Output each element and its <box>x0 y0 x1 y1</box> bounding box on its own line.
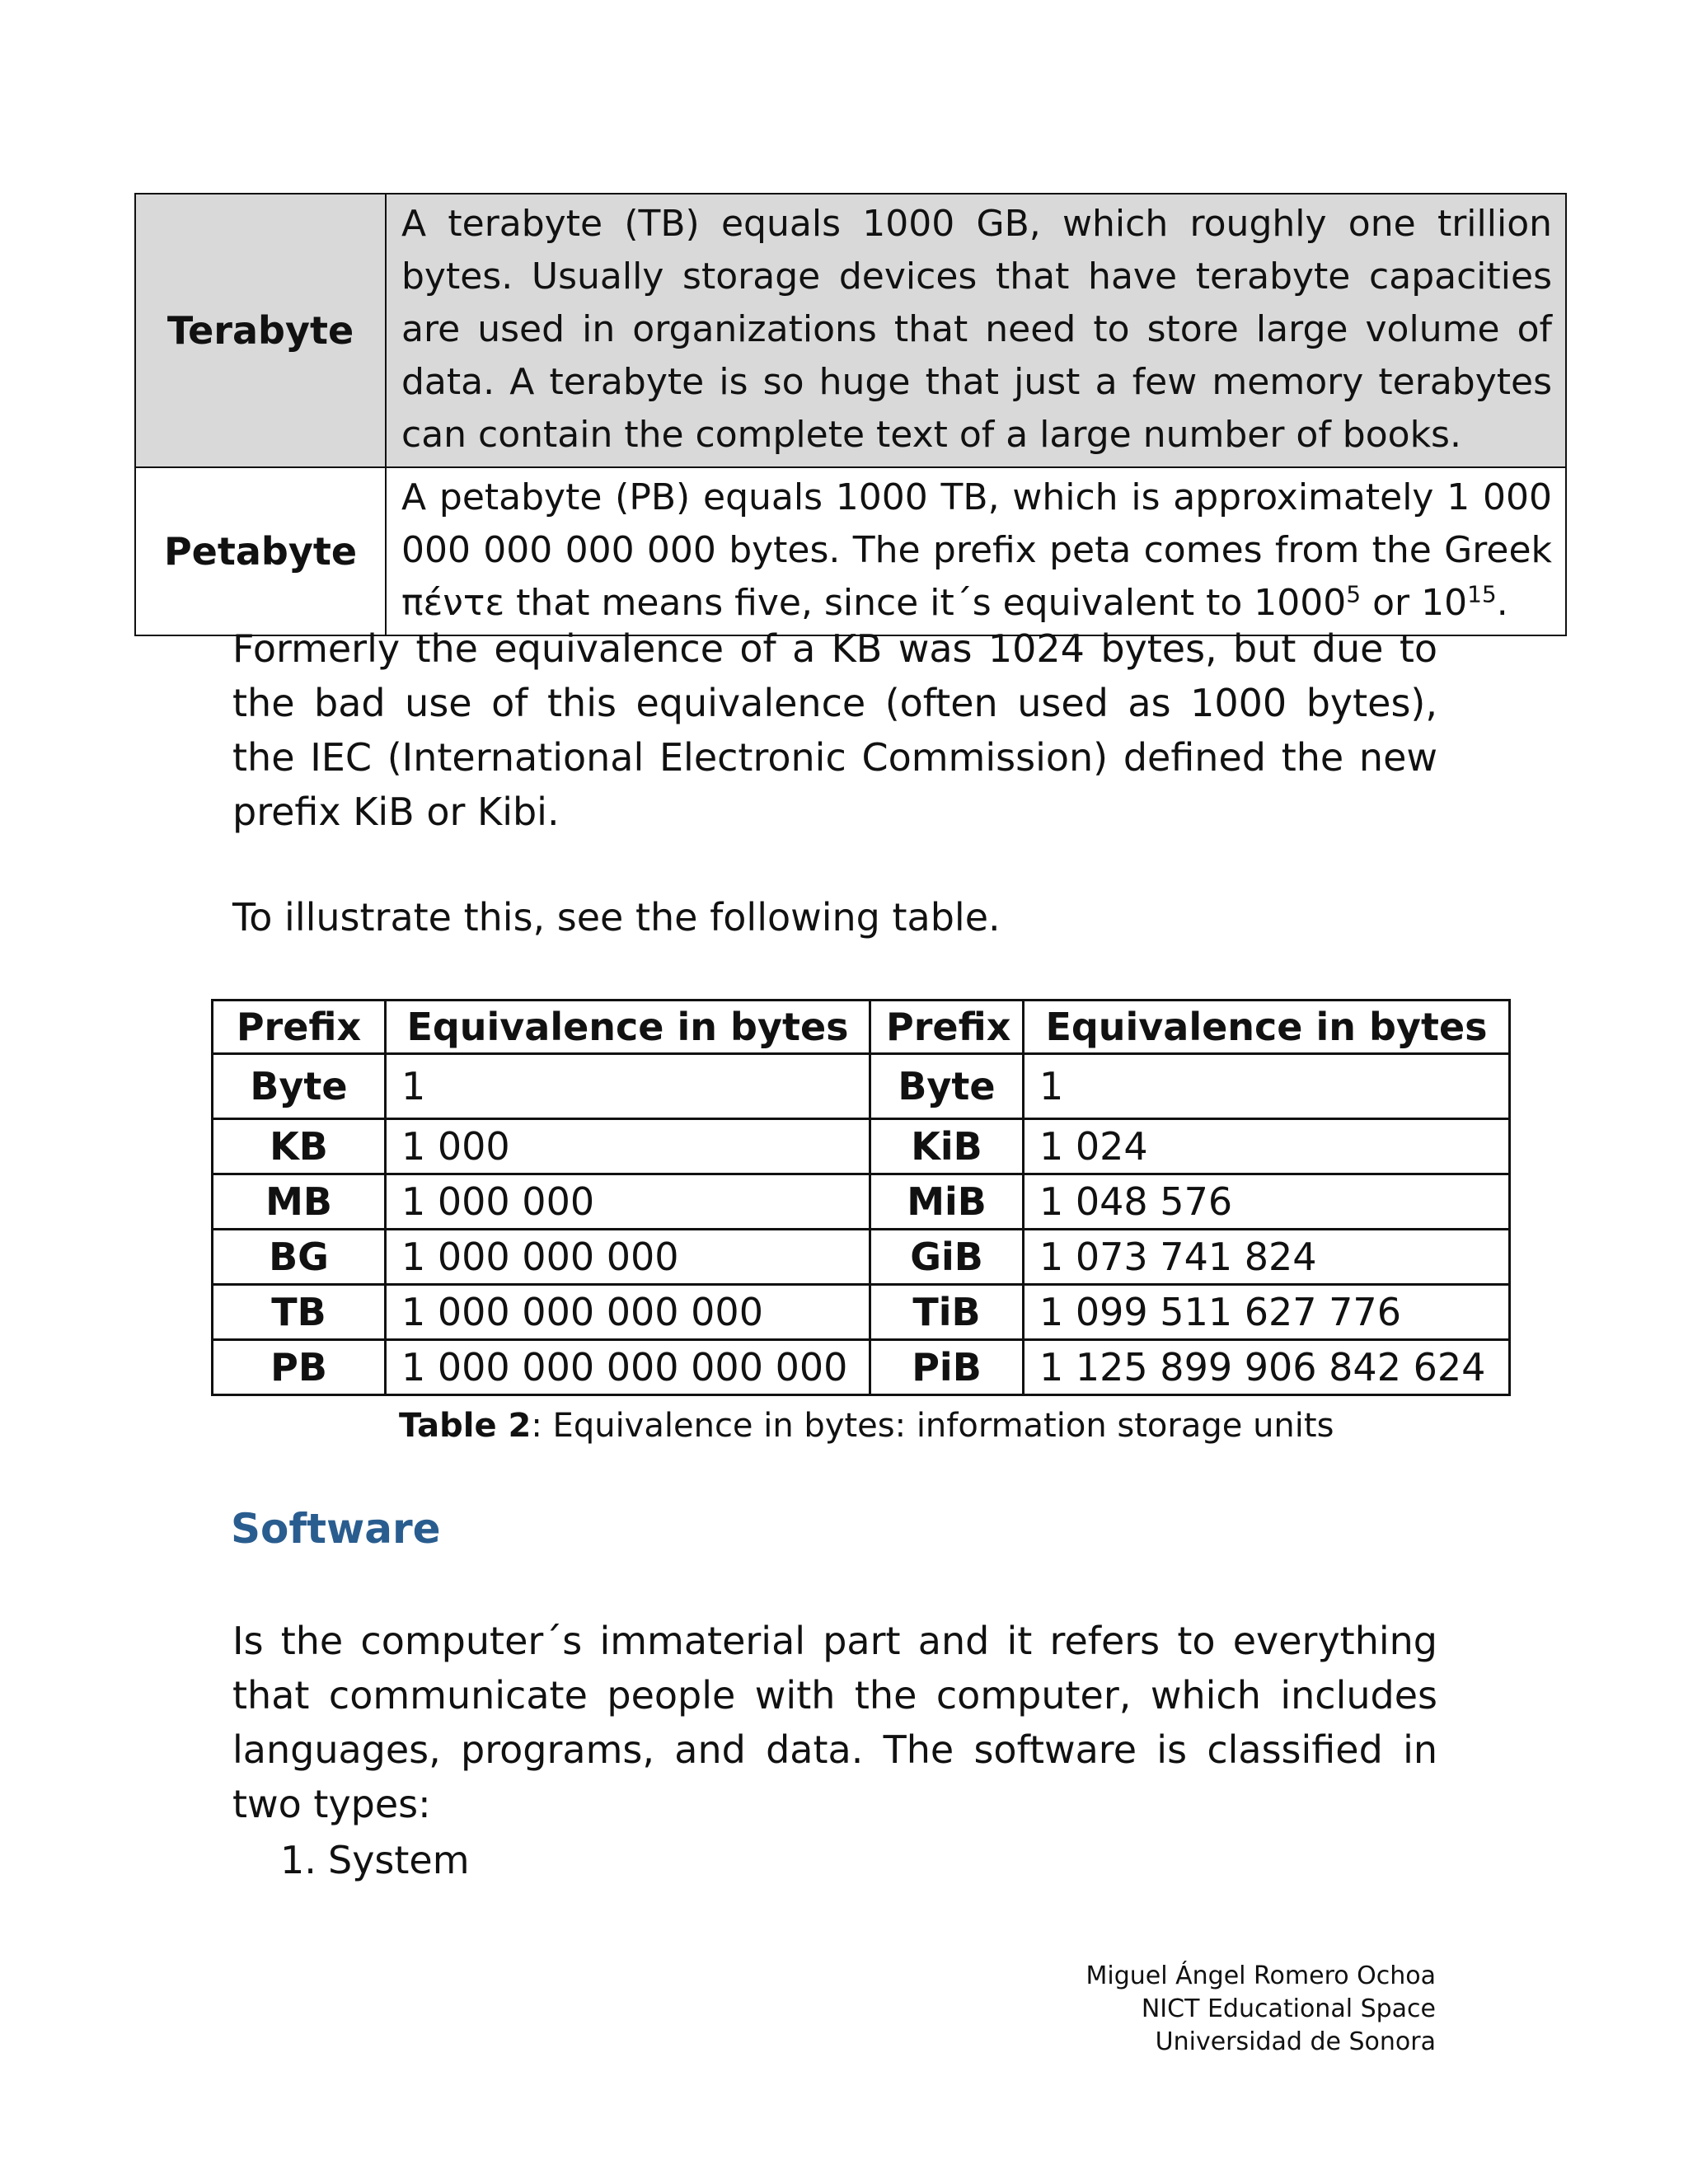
definition-text: or 10 <box>1361 582 1468 624</box>
column-header: Prefix <box>870 1001 1024 1054</box>
value-cell: 1 000 000 000 000 <box>386 1285 870 1340</box>
section-heading: Software <box>231 1505 441 1553</box>
definition-description <box>386 467 1566 635</box>
prefix-cell: KB <box>213 1119 386 1174</box>
definition-text: A petabyte (PB) equals 1000 TB, which is approximately 1 000 000 000 000 000 bytes. The prefix peta comes from the Greek πέντε that means five, since it´s equivalent to 1000 <box>401 476 1552 624</box>
prefix-cell: Byte <box>870 1054 1024 1119</box>
prefix-cell: KiB <box>870 1119 1024 1174</box>
value-cell: 1 000 000 <box>386 1174 870 1230</box>
prefix-cell: MiB <box>870 1174 1024 1230</box>
value-cell: 1 125 899 906 842 624 <box>1024 1340 1510 1395</box>
footer-author: Miguel Ángel Romero Ochoa <box>1085 1961 1436 1990</box>
prefix-cell: TiB <box>870 1285 1024 1340</box>
column-header: Prefix <box>213 1001 386 1054</box>
value-cell: 1 048 576 <box>1024 1174 1510 1230</box>
value-cell: 1 000 000 000 <box>386 1230 870 1285</box>
list-text: System <box>328 1838 470 1882</box>
definition-row-terabyte <box>135 194 1566 467</box>
table-header-row <box>213 1001 1510 1054</box>
prefix-cell: TB <box>213 1285 386 1340</box>
paragraph-illustrate: To illustrate this, see the following table. <box>232 895 1001 940</box>
value-cell: 1 000 000 000 000 000 <box>386 1340 870 1395</box>
caption-text: : Equivalence in bytes: information storage units <box>531 1407 1334 1445</box>
footer-space: NICT Educational Space <box>1141 1994 1436 2023</box>
prefix-cell: PB <box>213 1340 386 1395</box>
definition-row-petabyte <box>135 467 1566 635</box>
definition-term: Terabyte <box>135 194 386 467</box>
prefix-cell: GiB <box>870 1230 1024 1285</box>
paragraph-software: Is the computer´s immaterial part and it refers to everything that communicate people with the computer, which includes languages, programs, and data. The software is classified in two types: <box>232 1619 1437 1826</box>
value-cell: 1 099 511 627 776 <box>1024 1285 1510 1340</box>
table-row <box>213 1054 1510 1119</box>
storage-definitions-table <box>134 193 1567 636</box>
paragraph-kib: Formerly the equivalence of a KB was 1024 bytes, but due to the bad use of this equivalence (often used as 1000 bytes), the IEC (International Electronic Commission) defined the new prefix KiB or Kibi. <box>232 626 1437 834</box>
table-row <box>213 1285 1510 1340</box>
list-number: 1. <box>280 1838 316 1882</box>
definition-term: Petabyte <box>135 467 386 635</box>
definition-description: A terabyte (TB) equals 1000 GB, which roughly one trillion bytes. Usually storage devices that have terabyte capacities are used in organizations that need to store large volume of data. A terabyte is so huge that just a few memory terabytes can contain the complete text of a large number of books. <box>386 194 1566 467</box>
table-row <box>213 1340 1510 1395</box>
exponent: 15 <box>1467 580 1497 608</box>
value-cell: 1 024 <box>1024 1119 1510 1174</box>
column-header: Equivalence in bytes <box>1024 1001 1510 1054</box>
list-item <box>280 1833 470 1887</box>
caption-label: Table 2 <box>399 1407 532 1445</box>
value-cell: 1 000 <box>386 1119 870 1174</box>
footer-university: Universidad de Sonora <box>1155 2027 1436 2056</box>
prefix-cell: BG <box>213 1230 386 1285</box>
value-cell: 1 <box>1024 1054 1510 1119</box>
value-cell: 1 <box>386 1054 870 1119</box>
table-row <box>213 1174 1510 1230</box>
equivalence-table <box>211 999 1511 1396</box>
prefix-cell: Byte <box>213 1054 386 1119</box>
exponent: 5 <box>1346 580 1362 608</box>
definition-text: . <box>1496 582 1508 624</box>
prefix-cell: MB <box>213 1174 386 1230</box>
table-row <box>213 1119 1510 1174</box>
table-row <box>213 1230 1510 1285</box>
page-footer <box>1086 1960 1436 2059</box>
prefix-cell: PiB <box>870 1340 1024 1395</box>
value-cell: 1 073 741 824 <box>1024 1230 1510 1285</box>
column-header: Equivalence in bytes <box>386 1001 870 1054</box>
